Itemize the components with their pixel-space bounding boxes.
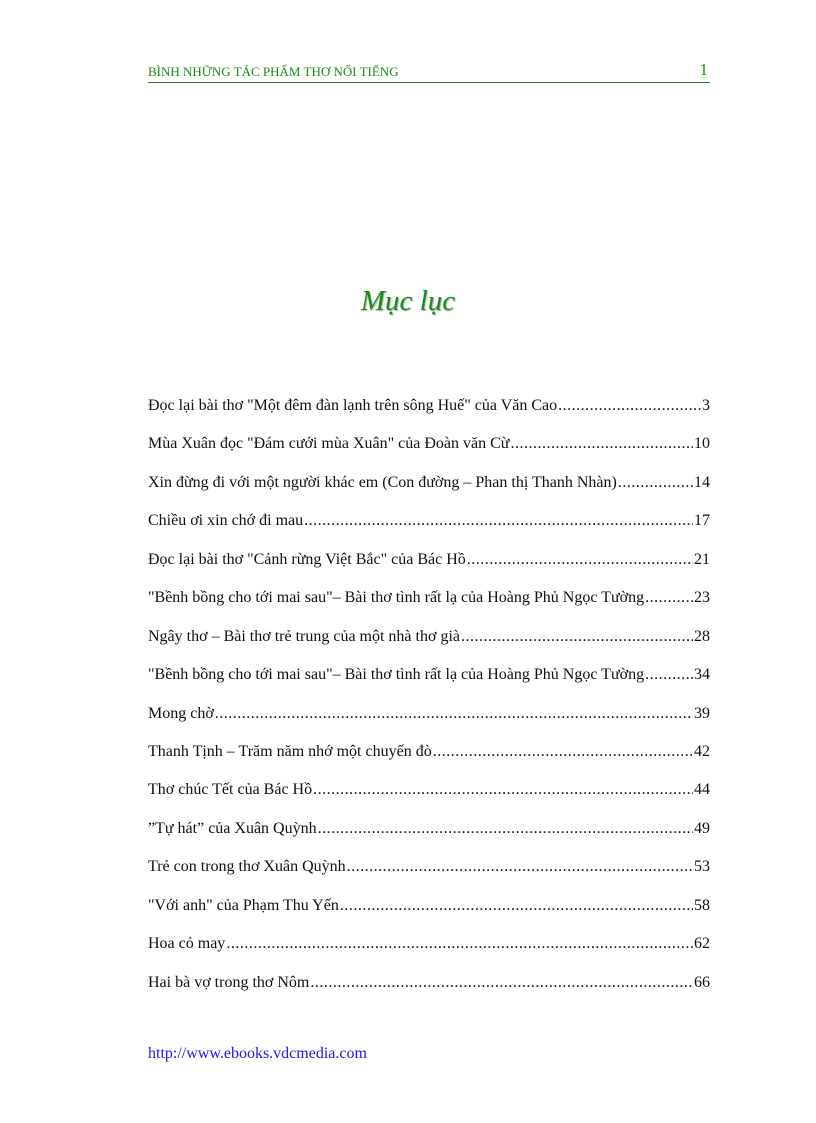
toc-entry-page: 66: [694, 973, 710, 991]
toc-entry-label: Trẻ con trong thơ Xuân Quỳnh: [148, 858, 346, 876]
toc-entry[interactable]: [148, 704, 710, 742]
toc-dot-leader: [215, 704, 693, 724]
toc-dot-leader: [340, 896, 693, 916]
toc-entry[interactable]: [148, 627, 710, 665]
toc-entry-label: "Bềnh bồng cho tới mai sau"– Bài thơ tình rất lạ của Hoàng Phủ Ngọc Tường: [148, 589, 645, 607]
toc-entry-page: 49: [694, 819, 710, 837]
toc-entry-label: Thơ chúc Tết của Bác Hồ: [148, 781, 313, 799]
toc-entry-label: Thanh Tịnh – Trăm năm nhớ một chuyến đò: [148, 742, 432, 760]
toc-entry-page: 14: [694, 473, 710, 491]
header-title: BÌNH NHỮNG TÁC PHẨM THƠ NỔI TIẾNG: [148, 64, 399, 79]
toc-entry-label: Đọc lại bài thơ "Cảnh rừng Việt Bắc" của Bác Hồ: [148, 550, 466, 568]
toc-entry[interactable]: [148, 550, 710, 588]
toc-entry-page: 62: [694, 935, 710, 953]
toc-entry[interactable]: [148, 511, 710, 549]
toc-entry[interactable]: [148, 665, 710, 703]
toc-dot-leader: [510, 434, 693, 454]
toc-entry-label: "Bềnh bồng cho tới mai sau"– Bài thơ tình rất lạ của Hoàng Phủ Ngọc Tường: [148, 666, 645, 684]
toc-entry[interactable]: [148, 857, 710, 895]
toc-dot-leader: [318, 819, 693, 839]
toc-dot-leader: [618, 473, 693, 493]
toc-entry[interactable]: [148, 819, 710, 857]
toc-dot-leader: [347, 857, 693, 877]
toc-entry-page: 10: [694, 435, 710, 453]
toc-dot-leader: [310, 973, 693, 993]
toc-dot-leader: [433, 742, 693, 762]
toc-dot-leader: [645, 665, 693, 685]
toc-dot-leader: [226, 934, 693, 954]
page-header: [148, 60, 710, 83]
toc-entry-page: 23: [694, 589, 710, 607]
toc-entry[interactable]: [148, 742, 710, 780]
toc-entry-label: Xin đừng đi với một người khác em (Con đường – Phan thị Thanh Nhàn): [148, 473, 617, 491]
toc-heading: Mục lục: [360, 285, 456, 317]
toc-entry-label: Mong chờ: [148, 704, 214, 722]
toc-dot-leader: [645, 588, 693, 608]
toc-entry-page: 21: [694, 550, 710, 568]
toc-entry[interactable]: [148, 896, 710, 934]
toc-dot-leader: [558, 396, 701, 416]
toc-entry-page: 17: [694, 512, 710, 530]
header-page-number: 1: [699, 60, 708, 79]
toc-dot-leader: [461, 627, 693, 647]
toc-entry-label: Chiều ơi xin chớ đi mau: [148, 512, 304, 530]
toc-entry[interactable]: [148, 588, 710, 626]
toc-entry-page: 44: [694, 781, 710, 799]
toc-entry-label: Hoa cỏ may: [148, 935, 226, 953]
toc-entry-label: Hai bà vợ trong thơ Nôm: [148, 973, 310, 991]
toc-dot-leader: [467, 550, 693, 570]
toc-entry[interactable]: [148, 396, 710, 434]
toc-entry-label: Ngây thơ – Bài thơ trẻ trung của một nhà thơ già: [148, 627, 460, 645]
toc-entry-page: 58: [694, 896, 710, 914]
toc-entry-page: 3: [702, 397, 710, 414]
toc-entry[interactable]: [148, 434, 710, 472]
toc-entry-page: 42: [694, 742, 710, 760]
table-of-contents: [148, 396, 710, 1011]
toc-entry[interactable]: [148, 473, 710, 511]
toc-entry-page: 39: [694, 704, 710, 722]
toc-entry-page: 53: [694, 858, 710, 876]
toc-entry-label: Đọc lại bài thơ "Một đêm đàn lạnh trên sông Huế" của Văn Cao: [148, 397, 558, 414]
footer-link[interactable]: http://www.ebooks.vdcmedia.com: [148, 1045, 367, 1062]
toc-dot-leader: [313, 780, 693, 800]
toc-entry[interactable]: [148, 934, 710, 972]
toc-entry[interactable]: [148, 780, 710, 818]
toc-entry-label: "Với anh" của Phạm Thu Yến: [148, 896, 339, 914]
toc-entry[interactable]: [148, 973, 710, 1011]
toc-entry-page: 34: [694, 666, 710, 684]
toc-entry-page: 28: [694, 627, 710, 645]
toc-entry-label: ”Tự hát” của Xuân Quỳnh: [148, 819, 317, 837]
toc-entry-label: Mùa Xuân đọc "Đám cưới mùa Xuân" của Đoàn văn Cừ: [148, 435, 510, 453]
toc-dot-leader: [304, 511, 693, 531]
